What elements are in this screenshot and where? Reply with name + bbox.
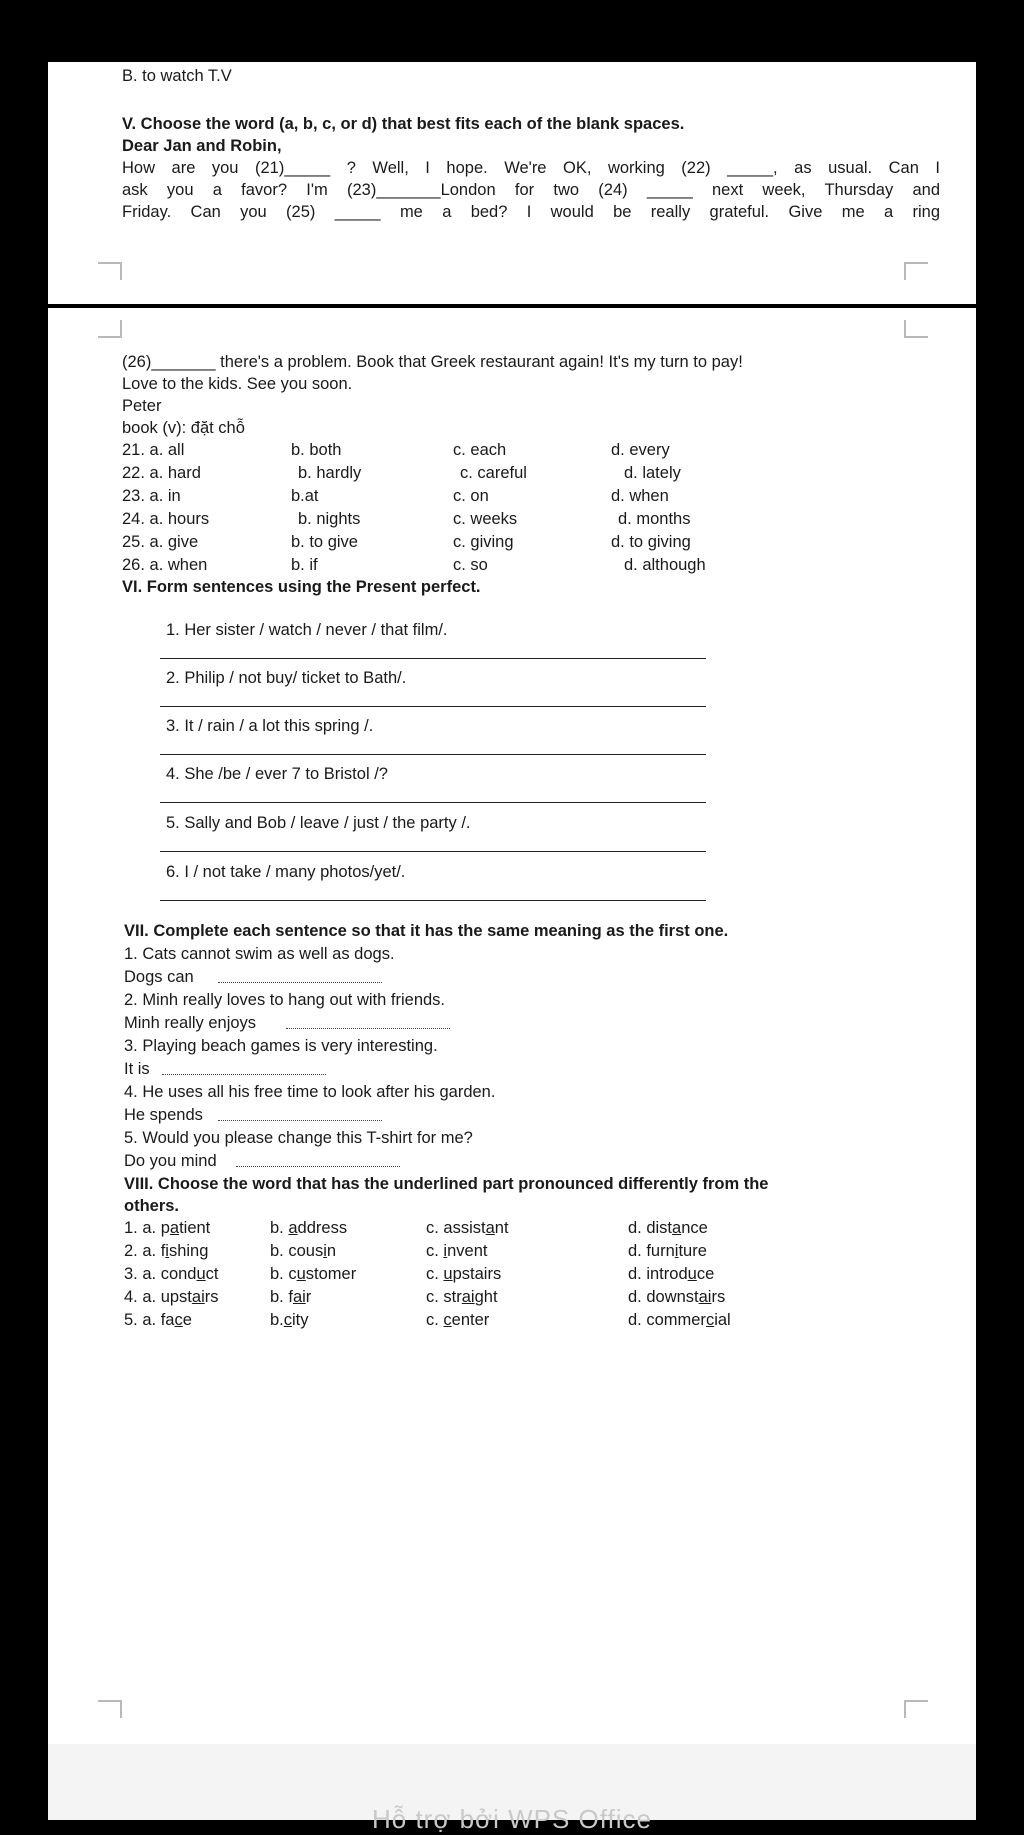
pronunciation-option-4-b [270, 1287, 311, 1307]
word-text: c. [426, 1242, 444, 1260]
underlined-part: ai [698, 1288, 712, 1306]
word-text: b. f [270, 1288, 293, 1306]
exercise-7-prompt-2: Minh really enjoys [124, 1014, 257, 1032]
word-text: ture [678, 1242, 707, 1260]
word-text: d. furn [628, 1242, 675, 1260]
previous-answer-option: B. to watch T.V [122, 67, 232, 85]
word-text: nce [681, 1219, 708, 1237]
word-text: d. introd [628, 1265, 688, 1283]
word-text: ial [714, 1311, 731, 1329]
word-text: e [182, 1311, 192, 1329]
vocabulary-note: book (v): đặt chỗ [122, 419, 245, 437]
underlined-part: a [288, 1219, 298, 1237]
underlined-part: a [485, 1219, 495, 1237]
pronunciation-option-3-d [628, 1264, 714, 1284]
page-corner-mark [904, 262, 928, 280]
pronunciation-option-5-a [124, 1310, 192, 1330]
exercise-6-item-6: 6. I / not take / many photos/yet/. [166, 863, 406, 881]
letter-line-1: How are you (21)_____ ? Well, I hope. We're OK, working (22) _____, as usual. Can I [122, 159, 940, 177]
option-23-a: 23. a. in [122, 487, 181, 505]
underlined-part: a [672, 1219, 682, 1237]
page-corner-mark [98, 1700, 122, 1718]
pronunciation-option-2-a [124, 1241, 208, 1261]
word-text: rs [711, 1288, 726, 1306]
document-page-2 [48, 308, 976, 1744]
word-text: ct [205, 1265, 219, 1283]
option-26-d: d. although [624, 556, 706, 574]
answer-line [160, 754, 706, 755]
pronunciation-option-1-c [426, 1218, 509, 1238]
underlined-part: ai [461, 1288, 475, 1306]
option-23-b: b.at [291, 487, 319, 505]
section-7-heading: VII. Complete each sentence so that it has the same meaning as the first one. [124, 922, 729, 940]
letter-line-2: ask you a favor? I'm (23)_______London for two (24) _____ next week, Thursday and [122, 181, 940, 199]
word-text: ddress [297, 1219, 348, 1237]
option-22-d: d. lately [624, 464, 681, 482]
exercise-6-item-2: 2. Philip / not buy/ ticket to Bath/. [166, 669, 407, 687]
word-text: shing [168, 1242, 209, 1260]
section-8-heading: VIII. Choose the word that has the underlined part pronounced differently from the [124, 1175, 769, 1193]
option-26-a: 26. a. when [122, 556, 208, 574]
word-text: pstairs [452, 1265, 502, 1283]
word-text: ce [696, 1265, 715, 1283]
word-text: nvent [447, 1242, 488, 1260]
option-24-b: b. nights [298, 510, 361, 528]
page-corner-mark [904, 320, 928, 338]
section-5-heading: V. Choose the word (a, b, c, or d) that best fits each of the blank spaces. [122, 115, 685, 133]
pronunciation-option-3-a [124, 1264, 219, 1284]
pronunciation-option-4-c [426, 1287, 498, 1307]
exercise-7-prompt-5: Do you mind [124, 1152, 217, 1170]
section-8-heading-cont: others. [124, 1197, 180, 1215]
word-text: c. [426, 1265, 444, 1283]
option-25-b: b. to give [291, 533, 358, 551]
exercise-7-prompt-1: Dogs can [124, 968, 194, 986]
word-text: 5. a. fa [124, 1311, 175, 1329]
answer-line [160, 802, 706, 803]
letter-greeting: Dear Jan and Robin, [122, 137, 282, 155]
answer-dots [162, 1074, 326, 1075]
option-21-d: d. every [611, 441, 670, 459]
answer-dots [218, 1120, 382, 1121]
underlined-part: c [174, 1311, 183, 1329]
pronunciation-option-5-d [628, 1310, 731, 1330]
word-text: 1. a. p [124, 1219, 170, 1237]
word-text: b. cous [270, 1242, 324, 1260]
word-text: 2. a. f [124, 1242, 166, 1260]
letter-continued-line: (26)_______ there's a problem. Book that Greek restaurant again! It's my turn to pay! [122, 353, 743, 371]
word-text: b. c [270, 1265, 297, 1283]
option-22-b: b. hardly [298, 464, 362, 482]
option-23-c: c. on [453, 487, 489, 505]
word-text: nt [494, 1219, 509, 1237]
underlined-part: u [296, 1265, 306, 1283]
option-25-c: c. giving [453, 533, 514, 551]
underlined-part: ai [191, 1288, 205, 1306]
word-text: c. [426, 1311, 444, 1329]
answer-line [160, 658, 706, 659]
word-text: c. str [426, 1288, 462, 1306]
word-text: n [326, 1242, 337, 1260]
page-corner-mark [904, 1700, 928, 1718]
exercise-7-sentence-5: 5. Would you please change this T-shirt for me? [124, 1129, 473, 1147]
word-text: stomer [305, 1265, 357, 1283]
underlined-part: c [705, 1311, 715, 1329]
word-text: d. commer [628, 1311, 706, 1329]
pronunciation-option-3-c [426, 1264, 501, 1284]
option-21-b: b. both [291, 441, 342, 459]
answer-dots [286, 1028, 450, 1029]
answer-line [160, 900, 706, 901]
answer-dots [218, 982, 382, 983]
underlined-part: ai [292, 1288, 306, 1306]
option-22-a: 22. a. hard [122, 464, 201, 482]
word-text: c. assist [426, 1219, 486, 1237]
exercise-6-item-1: 1. Her sister / watch / never / that film/. [166, 621, 448, 639]
option-21-a: 21. a. all [122, 441, 185, 459]
word-text: r [305, 1288, 312, 1306]
underlined-part: i [674, 1242, 679, 1260]
pronunciation-option-2-d [628, 1241, 707, 1261]
word-text: tient [179, 1219, 211, 1237]
page-corner-mark [98, 320, 122, 338]
option-22-c: c. careful [460, 464, 527, 482]
pronunciation-option-4-a [124, 1287, 218, 1307]
underlined-part: u [196, 1265, 206, 1283]
word-text: ity [292, 1311, 309, 1329]
exercise-7-sentence-2: 2. Minh really loves to hang out with friends. [124, 991, 446, 1009]
option-26-c: c. so [453, 556, 488, 574]
pronunciation-option-2-b [270, 1241, 336, 1261]
word-text: 3. a. cond [124, 1265, 197, 1283]
letter-line-3: Friday. Can you (25) _____ me a bed? I would be really grateful. Give me a ring [122, 203, 940, 221]
letter-closing: Love to the kids. See you soon. [122, 375, 353, 393]
pronunciation-option-1-a [124, 1218, 210, 1238]
footer-bar [48, 1744, 976, 1834]
option-21-c: c. each [453, 441, 507, 459]
pronunciation-option-1-b [270, 1218, 347, 1238]
exercise-6-item-5: 5. Sally and Bob / leave / just / the party /. [166, 814, 471, 832]
word-text: rs [204, 1288, 219, 1306]
word-text: enter [451, 1311, 490, 1329]
exercise-7-sentence-3: 3. Playing beach games is very interesting. [124, 1037, 438, 1055]
option-24-c: c. weeks [453, 510, 518, 528]
answer-line [160, 706, 706, 707]
underlined-part: u [687, 1265, 697, 1283]
exercise-7-sentence-4: 4. He uses all his free time to look after his garden. [124, 1083, 496, 1101]
option-26-b: b. if [291, 556, 318, 574]
option-25-d: d. to giving [611, 533, 691, 551]
letter-signature: Peter [122, 397, 162, 415]
underlined-part: i [165, 1242, 169, 1260]
underlined-part: i [443, 1242, 448, 1260]
word-text: b. [270, 1311, 284, 1329]
answer-dots [236, 1166, 400, 1167]
underlined-part: c [443, 1311, 452, 1329]
underlined-part: u [443, 1265, 453, 1283]
pronunciation-option-5-c [426, 1310, 489, 1330]
answer-line [160, 851, 706, 852]
word-text: ght [474, 1288, 498, 1306]
underlined-part: a [169, 1219, 180, 1237]
word-text: d. downst [628, 1288, 699, 1306]
underlined-part: c [283, 1311, 293, 1329]
option-25-a: 25. a. give [122, 533, 199, 551]
option-24-d: d. months [618, 510, 691, 528]
pronunciation-option-5-b [270, 1310, 309, 1330]
option-24-a: 24. a. hours [122, 510, 210, 528]
exercise-7-sentence-1: 1. Cats cannot swim as well as dogs. [124, 945, 395, 963]
exercise-7-prompt-3: It is [124, 1060, 150, 1078]
document-page-1 [48, 62, 976, 304]
underlined-part: i [323, 1242, 327, 1260]
exercise-7-prompt-4: He spends [124, 1106, 203, 1124]
exercise-6-item-3: 3. It / rain / a lot this spring /. [166, 717, 374, 735]
page-corner-mark [98, 262, 122, 280]
pronunciation-option-2-c [426, 1241, 487, 1261]
footer-watermark: Hỗ trợ bởi WPS Office [371, 1804, 652, 1834]
pronunciation-option-3-b [270, 1264, 356, 1284]
word-text: d. dist [628, 1219, 673, 1237]
option-23-d: d. when [611, 487, 669, 505]
exercise-6-item-4: 4. She /be / ever 7 to Bristol /? [166, 765, 388, 783]
pronunciation-option-4-d [628, 1287, 725, 1307]
word-text: b. [270, 1219, 289, 1237]
word-text: 4. a. upst [124, 1288, 192, 1306]
section-6-heading: VI. Form sentences using the Present perfect. [122, 578, 481, 596]
pronunciation-option-1-d [628, 1218, 708, 1238]
